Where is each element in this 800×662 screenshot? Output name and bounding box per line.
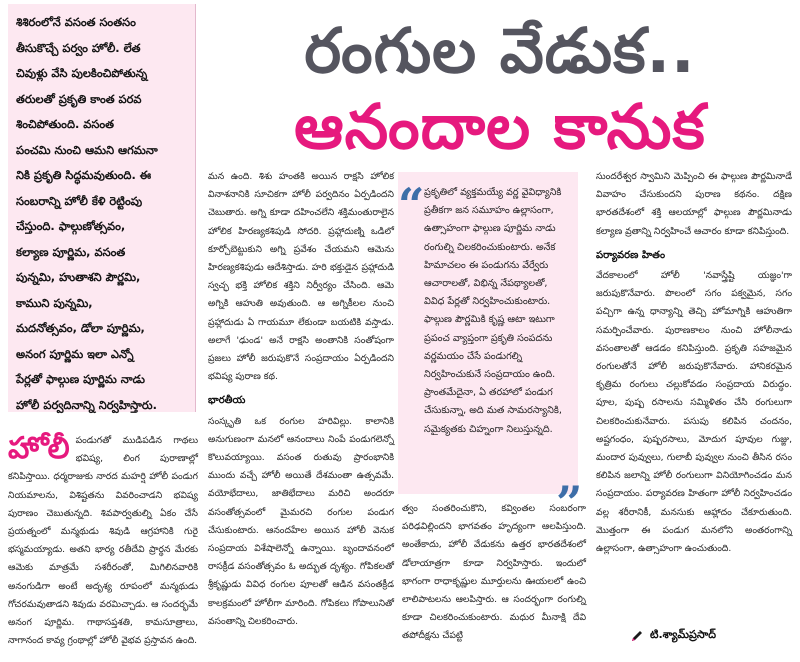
body-paragraph: త్వం సంతరించుకొని, కవ్వింతల సంబరంగా పరిఢవిల్లిందని భాగవతం హృద్యంగా ఆలపిస్తుంది. అంతేకాదు, హోలీ వేడుకను ఉత్తర భారతదేశంలో డోలాయాత్రగా కూడా నిర్వహిస్తారు. ఇందులో భాగంగా రాధాకృష్ణుల మూర్తులను ఊయలలో ఉంచి లాలిపాటలను ఆలపిస్తారు. ఆ సందర్భంగా రంగుల్ని కూడా చిలకరించుకుంటారు. మధుర మీనాక్షి దేవి తపోదీక్షను చేపట్టి [402,503,586,642]
intro-line: కాముని పున్నమి, [16,295,93,310]
body-paragraph: పండుగతో ముడిపడిన గాథలు భవిష్య, లింగ పురాణాల్లో కనిపిస్తాయి. ధర్మరాజుకు నారద మహర్షి హోలీ పండుగ నియమాలను, విశిష్టతను వివరించాడని భవిష్య పురాణం చెబుతున్నది. శివపార్వతుల్ని ఏకం చేసే ప్రయత్నంలో మన్మథుడు శివుడి ఆగ్రహానికి గురై భస్మమయ్యాడు. అతని భార్య రతీదేవి ప్రార్థన మేరకు ఆమెకు మాత్రమే సశరీరంతో, మిగిలినవారికి అనంగుడిగా అంటే అదృశ్య రూపంలో మన్మథుడు గోచరమవుతాడని శివుడు వరమిచ్చాడు. ఆ సందర్భమే అనంగ పూర్ణిమ. గాథాసప్తశతి, కామసూత్రాలు, నాగానంద కావ్య గ్రంథాల్లో హోలీ వైభవ ప్రస్తావన ఉంది. [8,435,198,647]
paragraph-lead: భారతీయ [208,395,246,407]
body-paragraph: వేదకాలంలో హోలీ 'నవాస్త్రేష్టి యజ్ఞం'గా జరుపుకొనేవారు. పొలంలో సగం పక్వమైన, సగం పచ్చిగా ఉన్న ధాన్యాన్ని తెచ్చి హోమాగ్నికి ఆహుతిగా సమర్పించేవారు. పురాణకాలం నుంచి హోలీనాడు వసంతాలతో ఆడడం కనిపిస్తుంది. ప్రకృతి సహజమైన రంగులతోనే హోలీ జరుపుకొనేవారు. హానికరమైన కృత్రిమ రంగులు చల్లుకోవడం సంప్రదాయ విరుద్ధం. పూల, పుష్ప రసాలను సమ్మిళితం చేసి రంగులుగా చిలకరించుకునేవారు. పసుపు కలిపిన చందనం, అష్టగంధం, పుష్పరసాలు, మోదుగ పూవుల గుజ్జు, మందార పువ్వులు, గులాబీ పువ్వుల నుంచి తీసిన రసం కలిపిన జలాన్ని హోలీ రంగులుగా వినియోగించడం మన సంప్రదాయం. పర్యావరణ హితంగా హోలీ నిర్వహించడం వల్ల శరీరానికీ, మనసుకు ఆహ్లాదం చేకూరుతుంది. మొత్తంగా ఈ పండుగ మనలోని అంతరంగాన్ని ఉల్లాసంగా, ఉత్సాహంగా ఉంచుతుంది. [596,270,792,555]
author-name: టి.శ్యామ్‌ప్రసాద్ [650,628,716,641]
intro-line: కల్యాణ పూర్ణిమ, వసంత [16,244,126,259]
intro-line: చేస్తుంది. ఫాల్గుణోత్సవం, [16,219,126,233]
headline-line-1: రంగుల వేడుక.. [304,14,696,87]
intro-line: నికి ప్రకృతి సిద్ధమవుతుంది. ఈ [16,168,152,182]
intro-line: తీసుకొచ్చే పర్వం హోలీ. లేత [16,40,141,55]
section-heading: పర్యావరణ హితం [596,249,666,261]
headline-line-2: ఆనందాల కానుక [294,90,706,163]
open-quote-icon: “ [398,178,425,232]
article-column-4 [596,168,792,558]
pull-quote-text: ప్రకృతిలో వ్యక్తమయ్యే వర్ణ వైవిధ్యానికి ప్రతీకగా జన సమూహం ఉల్లాసంగా, ఉత్సాహంగా ఫాల్గుణ పూర్ణిమ నాడు రంగుల్ని చిలకరించుకుంటారు. అనేక హిమాచలం ఈ పండుగను వేర్వేరు ఆచారాలతో, విభిన్న నేపథ్యాలతో, వివిధ పేర్లతో నిర్వహించుకుంటారు. ఫాల్గుణ పౌర్ణమికి కృష్ణ ఆటా ఇటుగా ప్రపంచ వ్యాప్తంగా ప్రకృతి సంపదను వర్ణమయం చేసే పండుగల్ని నిర్వహించుకునే సంప్రదాయం ఉంది. ప్రాంతమేదైనా, ఏ తరహాలో పండుగ చేసుకున్నా, అది మత సామరస్యానికి, సమైక్యతకు చిహ్నంగా నిలుస్తున్నది. [424,187,562,435]
intro-line: శించిపోతుంది. వసంత [16,117,115,131]
intro-line: మదనోత్సవం, డోలా పూర్ణిమ, [16,321,145,335]
headline [204,4,796,163]
intro-line: పంచమి నుంచి ఆమని ఆగమనా [16,142,158,157]
intro-line: శిశిరంలోనే వసంత సంతసం [16,15,136,29]
article-column-2 [208,168,394,631]
article-column-1 [8,432,198,650]
body-paragraph: సుందరేశ్వర స్వామిని మెప్పించి ఈ ఫాల్గుణ పౌర్ణమినాడే వివాహం చేసుకుందని పురాణ కథనం. దక్షిణ భారతదేశంలో శక్తి ఆలయాల్లో ఫాల్గుణ పౌర్ణమినాడు కల్యాణ వ్రతాన్ని నిర్వహించే ఆచారం కూడా కనిపిస్తుంది. [596,171,792,237]
pull-quote [398,172,578,494]
close-quote-icon: ” [556,476,583,530]
body-paragraph: మన ఉంది. శిశు హంతకి అయిన రాక్షసి హోలిక వినాశనానికి సూచికగా హోలీ పర్వదినం ఏర్పడిందని చెబుతారు. అగ్ని కూడా దహించలేని శక్తిమంతురాలైన హోలిక హిరణ్యకశిపుడి సోదరి. ప్రహ్లాదుణ్ని ఒడిలో కూర్చోబెట్టుకుని అగ్ని ప్రవేశం చేయమని ఆమెను హిరణ్యకశిపుడు ఆదేశిస్తాడు. హరి భక్తుడైన ప్రహ్లాదుడి స్వచ్ఛ భక్తి హోలిక శక్తిని నిర్వీర్యం చేసింది. ఆమె అగ్నికి ఆహుతి అవుతుంది. ఆ అగ్నికీలల నుంచి ప్రహ్లాదుడు ఏ గాయమూ లేకుండా బయటికి వస్తాడు. అలాగే 'ఢుండ' అనే రాక్షసి అంతానికి సంతోషంగా ప్రజలు హోలీ జరుపుకొనే సంప్రదాయం ఏర్పడిందని భవిష్య పురాణ కథ. [208,171,394,383]
dropcap: హోలీ [8,431,70,466]
intro-line: తరులతో ప్రకృతి కాంత పరవ [16,91,142,106]
byline [630,628,716,644]
dropcap-paragraph [8,432,198,650]
intro-box [8,4,196,412]
intro-line: సంబరాన్ని హోలీ కేళి రెట్టింపు [16,193,143,208]
pen-icon [630,629,644,643]
intro-line: అనంగ పూర్ణిమ ఇలా ఎన్నో [16,346,134,361]
body-paragraph: సంస్కృతి ఒక రంగుల హరివిల్లు. కాలానికి అనుగుణంగా మనలో ఆనందాలు నింపే పండుగలెన్నో కొలువయ్యాయి. వసంత రుతువు ప్రారంభానికి ముందు వచ్చే హోలీ అయితే దేశమంతా ఉత్సవమే. వయోభేదాలు, జాతిభేదాలు మరిచి అందరూ వసంతోత్సవంలో మైమరచి రంగుల పండుగ చేసుకుంటారు. ఆనందహేల అయిన హోలీ వెనుక సంప్రదాయ విశేషాలెన్నో ఉన్నాయి. బృందావనంలో రాసక్రీడ వసంతోత్సవం ఓ అద్భుత దృశ్యం. గోపికలతో శ్రీకృష్ణుడు వివిధ రంగుల పూలతో ఆడిన వసంతక్రీడ కాలక్రమంలో హోలీగా మారింది. గోపికలు గోపాలునితో వసంతాన్ని చిలకరించారు. [208,415,394,627]
intro-line: చివుళ్లు వేసి పులకించిపోతున్న [16,66,148,80]
intro-line: పున్నమి, హుతాశని పౌర్ణమి, [16,270,141,284]
intro-line: హోలీ పర్వదినాన్ని నిర్వహిస్తారు. [16,397,157,412]
article-column-3 [402,500,586,646]
intro-line: పేర్లతో ఫాల్గుణ పూర్ణిమ నాడు [16,372,145,386]
